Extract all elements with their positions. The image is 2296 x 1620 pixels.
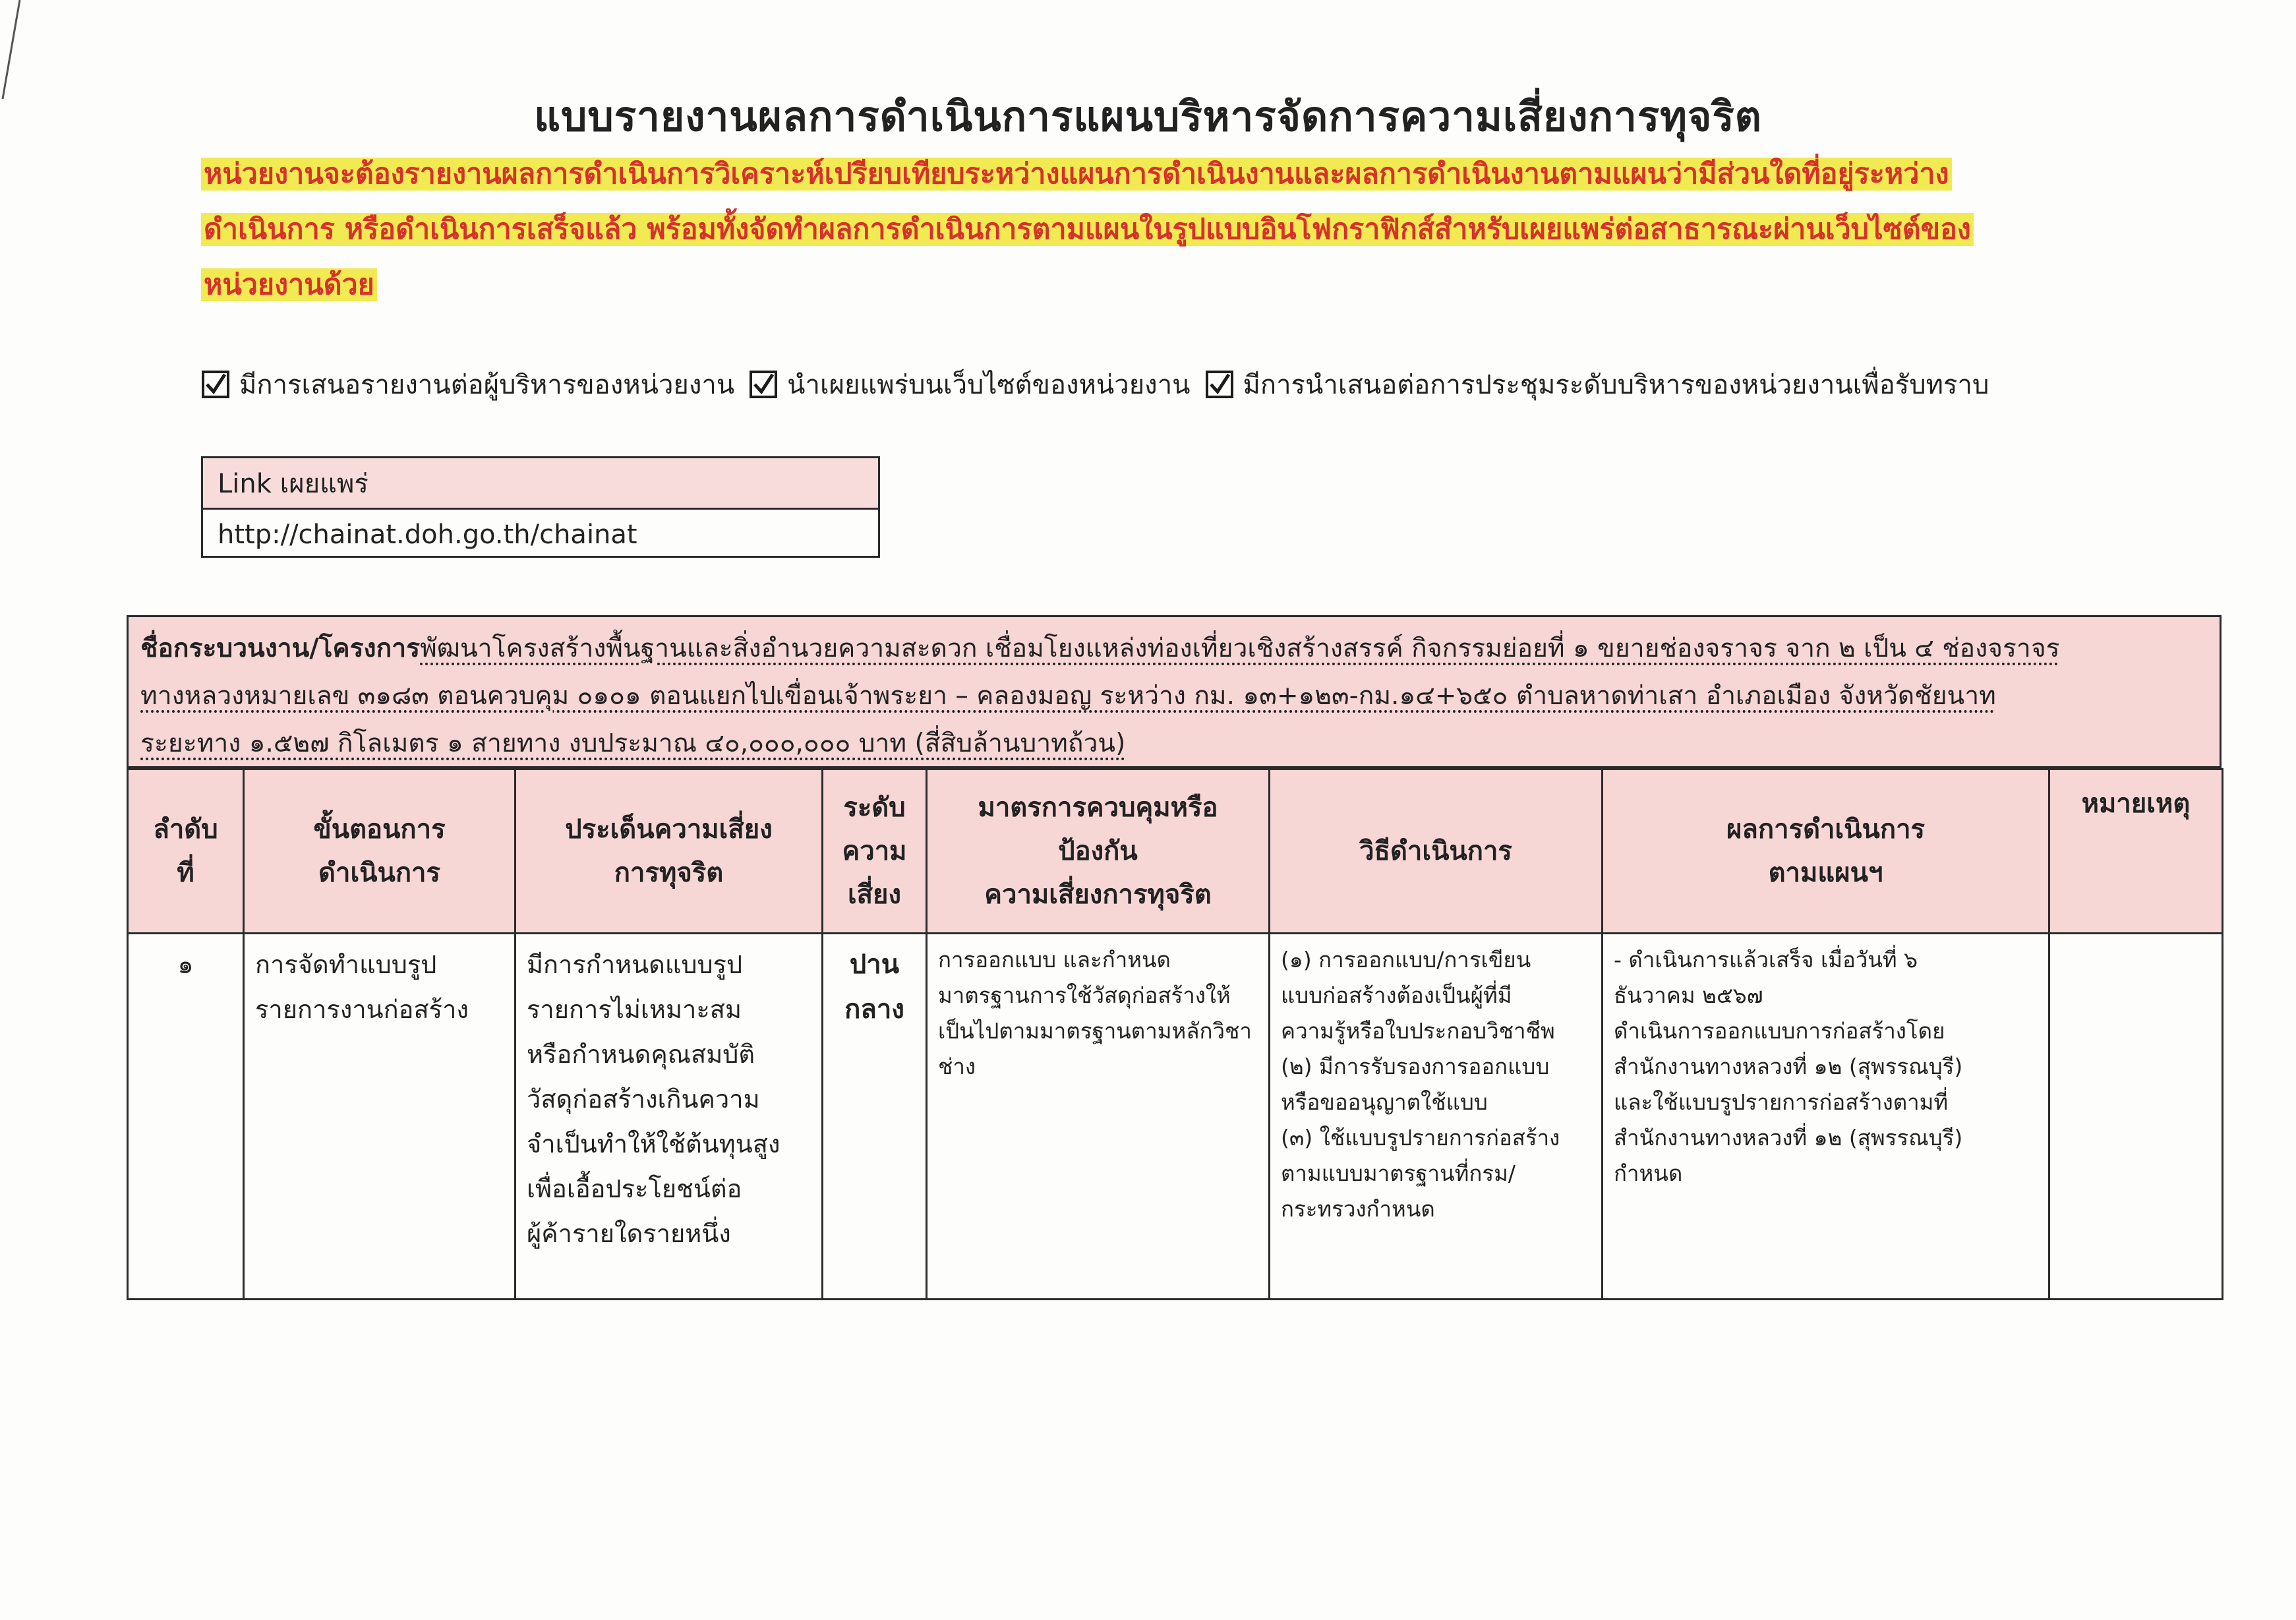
cell-control [927,934,1270,1300]
cell-line: วัสดุก่อสร้างเกินความ [527,1085,760,1114]
link-box-label: Link เผยแพร่ [203,458,878,510]
link-box [201,456,880,558]
cell-line: การออกแบบ และกำหนด [938,947,1171,973]
cell-line: หมายเหตุ [2081,789,2191,819]
cell-line: (๑) การออกแบบ/การเขียน [1281,947,1531,973]
checkbox-label: มีการนำเสนอต่อการประชุมระดับบริหารของหน่วยงานเพื่อรับทราบ [1243,370,1989,400]
header-result [1603,769,2049,934]
checkbox-label: มีการเสนอรายงานต่อผู้บริหารของหน่วยงาน [239,370,735,400]
cell-line: (๒) มีการรับรองการออกแบบ [1281,1054,1550,1079]
checkbox-group [201,361,2278,407]
cell-line: ความเสี่ยงการทุจริต [984,880,1212,910]
header-step [244,769,515,934]
cell-line: ที่ [177,858,194,888]
risk-table [127,768,2223,1300]
cell-line: ระดับ [843,793,906,823]
checkbox-label: นำเผยแพร่บนเว็บไซต์ของหน่วยงาน [787,370,1191,400]
cell-line: วิธีดำเนินการ [1359,836,1512,866]
header-level [823,769,927,934]
cell-line: รายการไม่เหมาะสม [527,995,742,1024]
checkbox-item[interactable] [749,363,1190,405]
cell-line: ตามแผนฯ [1768,858,1883,888]
cell-line: ธันวาคม ๒๕๖๗ [1614,982,1763,1008]
cell-line: สำนักงานทางหลวงที่ ๑๒ (สุพรรณบุรี) [1614,1125,1963,1151]
project-line: พัฒนาโครงสร้างพื้นฐานและสิ่งอำนวยความสะดวก เชื่อมโยงแหล่งท่องเที่ยวเชิงสร้างสรรค์ กิจกรรมย่อยที่ ๑ ขยายช่องจราจร จาก ๒ เป็น ๔ ช่องจราจร [420,634,2060,663]
checked-box-icon[interactable] [749,370,778,399]
cell-line: - ดำเนินการแล้วเสร็จ เมื่อวันที่ ๖ [1614,947,1918,973]
project-line: ระยะทาง ๑.๕๒๗ กิโลเมตร ๑ สายทาง งบประมาณ ๔๐,๐๐๐,๐๐๐ บาท (สี่สิบล้านบาทถ้วน) [140,729,1126,758]
header-no [128,769,244,934]
cell-line: และใช้แบบรูปรายการก่อสร้างตามที่ [1614,1089,1949,1115]
cell-line: (๓) ใช้แบบรูปรายการก่อสร้าง [1281,1125,1560,1151]
notice-line: หน่วยงานจะต้องรายงานผลการดำเนินการวิเคราะห์เปรียบเทียบระหว่างแผนการดำเนินงานและผลการดำเนินงานตามแผนว่ามีส่วนใดที่อยู่ระหว่าง [201,158,1952,191]
notice-text [201,146,2222,313]
cell-line: มาตรฐานการใช้วัสดุก่อสร้างให้ [938,982,1231,1008]
cell-line: ประเด็นความเสี่ยง [565,814,773,845]
cell-line: การจัดทำแบบรูป [255,950,437,979]
cell-line: ความ [842,836,907,866]
cell-line: สำนักงานทางหลวงที่ ๑๒ (สุพรรณบุรี) [1614,1054,1963,1079]
checked-box-icon[interactable] [1205,370,1234,399]
checkbox-item[interactable] [201,363,734,405]
cell-step [244,934,515,1300]
cell-risk [515,934,823,1300]
cell-line: ตามแบบมาตรฐานที่กรม/ [1281,1160,1516,1186]
cell-no: ๑ [128,934,244,1300]
cell-line: เพื่อเอื้อประโยชน์ต่อ [527,1174,742,1203]
notice-line: ดำเนินการ หรือดำเนินการเสร็จแล้ว พร้อมทั้งจัดทำผลการดำเนินการตามแผนในรูปแบบอินโฟกราฟิกส์สำหรับเผยแพร่ต่อสาธารณะผ่านเว็บไซต์ของ [201,213,1974,246]
cell-line: หรือกำหนดคุณสมบัติ [527,1040,755,1069]
header-method [1270,769,1603,934]
cell-remark [2049,934,2223,1300]
cell-line: การทุจริต [614,858,724,888]
checkbox-item[interactable] [1205,363,1989,405]
cell-result [1603,934,2049,1300]
project-label: ชื่อกระบวนงาน/โครงการ [140,634,421,663]
cell-line: ช่าง [938,1054,976,1079]
table-row [128,934,2223,1300]
cell-line: ผู้ค้ารายใดรายหนึ่ง [527,1219,731,1248]
project-line: ทางหลวงหมายเลข ๓๑๘๓ ตอนควบคุม ๐๑๐๑ ตอนแยกไปเขื่อนเจ้าพระยา – คลองมอญ ระหว่าง กม. ๑๓+๑๒๓-กม.๑๔+๖๕๐ ตำบลหาดท่าเสา อำเภอเมือง จังหวัดชัยนาท [140,681,1996,711]
cell-method [1270,934,1603,1300]
cell-line: จำเป็นทำให้ใช้ต้นทุนสูง [527,1129,780,1158]
cell-line: เป็นไปตามมาตรฐานตามหลักวิชา [938,1018,1252,1044]
cell-line: เสี่ยง [847,880,902,910]
checked-box-icon[interactable] [201,370,230,399]
cell-line: แบบก่อสร้างต้องเป็นผู้ที่มี [1281,982,1512,1008]
cell-line: ป้องกัน [1058,836,1138,866]
cell-line: รายการงานก่อสร้าง [255,995,469,1024]
header-control [927,769,1270,934]
cell-line: ปาน [849,949,900,980]
project-name-box [127,615,2222,768]
header-remark [2049,769,2223,934]
cell-line: มาตรการควบคุมหรือ [978,793,1218,823]
cell-line: กระทรวงกำหนด [1281,1196,1435,1222]
cell-level [823,934,927,1300]
cell-line: ผลการดำเนินการ [1726,814,1926,845]
notice-line: หน่วยงานด้วย [201,268,377,301]
cell-line: ดำเนินการออกแบบการก่อสร้างโดย [1614,1018,1945,1044]
cell-line: ความรู้หรือใบประกอบวิชาชีพ [1281,1018,1555,1044]
header-risk [515,769,823,934]
cell-line: ดำเนินการ [318,858,440,888]
cell-line: ลำดับ [153,814,218,845]
cell-line: กำหนด [1614,1160,1683,1186]
link-url[interactable]: http://chainat.doh.go.th/chainat [218,519,637,550]
cell-line: กลาง [844,994,904,1025]
table-header-row [128,769,2223,934]
cell-line: หรือขออนุญาตใช้แบบ [1281,1089,1488,1115]
page-title: แบบรายงานผลการดำเนินการแผนบริหารจัดการความเสี่ยงการทุจริต [534,92,1762,140]
cell-line: ขั้นตอนการ [313,814,446,845]
cell-line: มีการกำหนดแบบรูป [527,950,743,979]
